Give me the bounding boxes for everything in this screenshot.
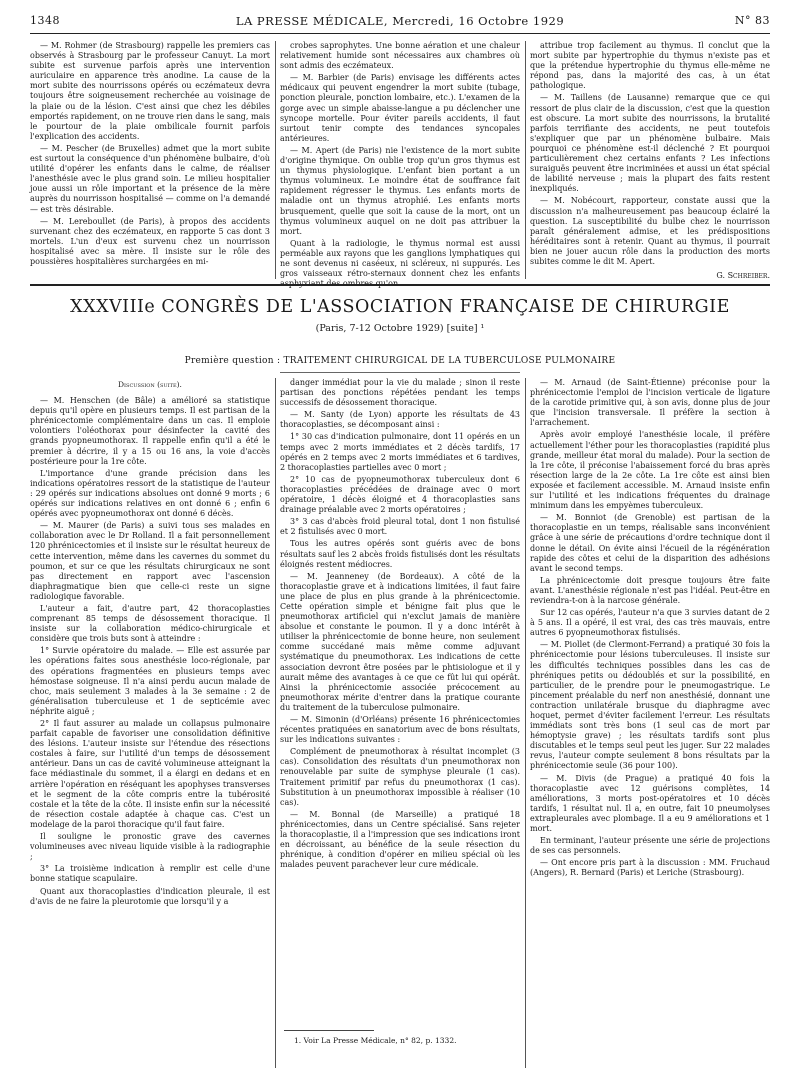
section-rule [30, 284, 770, 286]
paragraph: — M. Pescher (de Bruxelles) admet que la mort subite est surtout la conséquence d'un phénomène bulbaire, d'où utilité d'opérer les enfants dans le calme, de réaliser l'anesthésie avec le plus grand soin. Le milieu hospitalier joue aussi un rôle important et la présence de la mère auprès du nourrisson hospitalisé — comme on l'a demandé — est très désirable. [30, 143, 270, 214]
column-divider [275, 41, 276, 279]
header-rule [30, 33, 770, 34]
paragraph: En terminant, l'auteur présente une série de projections de ses cas personnels. [530, 836, 770, 856]
bottom-columns [30, 378, 770, 1068]
congress-subtitle: (Paris, 7-12 Octobre 1929) [suite] ¹ [315, 323, 485, 334]
paragraph: crobes saprophytes. Une bonne aération et une chaleur relativement humide sont nécessaires aux chambres où sont admis des eczémateux. [280, 41, 520, 71]
paragraph: — M. Barbier (de Paris) envisage les différents actes médicaux qui peuvent engendrer la mort subite (tubage, ponction pleurale, ponction lombaire, etc.). L'examen de la gorge avec un simple abaisse-langue a pu déclencher une syncope mortelle. Pour éviter pareils accidents, il faut surtout tenir compte des tendances syncopales antérieures. [280, 73, 520, 143]
paragraph: L'auteur a fait, d'autre part, 42 thoracoplasties comprenant 85 temps de désossement thoracique. Il insiste sur la collaboration médico-chirurgicale et considère que trois buts sont à atteindre : [30, 603, 270, 644]
column-divider [525, 378, 526, 1068]
paragraph: — M. Simonin (d'Orléans) présente 16 phrénicectomies récentes pratiquées en sanatorium avec de bons résultats, sur les indications suivantes : [280, 715, 520, 745]
paragraph: 2° 10 cas de pyopneumothorax tuberculeux dont 6 thoracoplasties précédées de drainage avec 0 mort opératoire, 1 décès éloigné et 4 thoracoplasties sans drainage préalable avec 2 morts opératoires ; [280, 474, 520, 515]
paragraph: — M. Rohmer (de Strasbourg) rappelle les premiers cas observés à Strasbourg par le professeur Canuyt. La mort subite est survenue parfois après une intervention auriculaire en apparence très anodine. La cause de la mort subite des nourrissons opérés ou eczémateux devra toujours être soigneusement recherchée au voisinage de la plaie ou de la lésion. C'est ainsi que chez les débiles emportés rapidement, on ne trouve rien dans le sang, mais le pourtour de la plaie ombilicale fournit parfois l'explication des accidents. [30, 41, 270, 141]
paragraph: — M. Bonniot (de Grenoble) est partisan de la thoracoplastie en un temps, réalisable sans inconvénient grâce à une série de précautions d'ordre technique dont il donne le détail. On évite ainsi l'écueil de la régénération rapide des côtes et celui de la disparition des adhésions avant le second temps. [530, 513, 770, 573]
top-column-2 [280, 41, 520, 289]
paragraph: La phrénicectomie doit presque toujours être faite avant. L'anesthésie régionale n'est pas l'idéal. Peut-être en reviendra-t-on à la narcose générale. [530, 575, 770, 605]
question-heading: Première question : TRAITEMENT CHIRURGICAL DE LA TUBERCULOSE PULMONAIRE [184, 356, 616, 366]
paragraph: 1° Survie opératoire du malade. — Elle est assurée par les opérations faites sous anesthésie loco-régionale, par des opérations fragmentées en plusieurs temps avec hémostase soigneuse. Il n'a ainsi perdu aucun malade de choc, mais seulement 3 malades à la 3e semaine : 2 de généralisation tuberculeuse et 1 de septicémie avec néphrite aiguë ; [30, 646, 270, 716]
paragraph: — Ont encore pris part à la discussion : MM. Fruchaud (Angers), R. Bernard (Paris) et Leriche (Strasbourg). [530, 858, 770, 878]
paragraph: — M. Bonnal (de Marseille) a pratiqué 18 phrénicectomies, dans un Centre spécialisé. Sans rejeter la thoracoplastie, il a l'impression que ses indications iront en décroissant, au bénéfice de la seule résection du phrénique, à condition d'opérer en milieu spécial où les malades peuvent parachever leur cure médicale. [280, 809, 520, 870]
paragraph: danger immédiat pour la vie du malade ; sinon il reste partisan des ponctions répétées pendant les temps successifs de désossement thoracique. [280, 378, 520, 408]
footnote-rule [284, 1030, 374, 1031]
paragraph: 2° Il faut assurer au malade un collapsus pulmonaire parfait capable de favoriser une consolidation définitive des lésions. L'auteur insiste sur l'étendue des résections costales à faire, sur l'utilité d'un temps de désossement antérieur. Dans un cas de cavité volumineuse atteignant la face médiastinale du sommet, il a élargi en dedans et en arrière l'opération en réséquant les apophyses transverses et le segment de la côte compris entre la tubérosité costale et la tête de la côte. Il insiste enfin sur la nécessité de résection costale adaptée à chaque cas. C'est un modelage de la paroi thoracique qu'il faut faire. [30, 719, 270, 829]
paragraph: — M. Taillens (de Lausanne) remarque que ce qui ressort de plus clair de la discussion, c'est que la question est obscure. La mort subite des nourrissons, la brutalité parfois terrifiante des accidents, ne peut toutefois s'expliquer que par un phénomène bulbaire. Mais pourquoi ce phénomène est-il déclenché ? Et pourquoi particulièrement chez certains enfants ? Les infections suraiguës peuvent être incriminées et aussi un état spécial de labilité nerveuse ; mais la plupart des faits restent inexpliqués. [530, 93, 770, 194]
top-columns [30, 41, 770, 289]
paragraph: L'importance d'une grande précision dans les indications opératoires ressort de la statistique de l'auteur : 29 opérés sur indications absolues ont donné 9 morts ; 6 opérés sur indications relatives en ont donné 6 ; enfin 6 opérés avec pyopneumothorax ont donné 6 décès. [30, 468, 270, 519]
paragraph: — M. Nobécourt, rapporteur, constate aussi que la discussion n'a malheureusement pas beaucoup éclairé la question. La susceptibilité du bulbe chez le nourrisson paraît généralement admise, et les prédispositions héréditaires sont à retenir. Quant au thymus, il pourrait bien ne jouer aucun rôle dans la production des morts subites comme le dit M. Apert. [530, 196, 770, 266]
issue-number: N° 83 [734, 14, 770, 27]
page-number: 1348 [30, 14, 60, 27]
column-divider [275, 378, 276, 1068]
bottom-column-3 [530, 378, 770, 1068]
paragraph: Complément de pneumothorax à résultat incomplet (3 cas). Consolidation des résultats d'un pneumothorax non renouvelable par suite de symphyse pleurale (1 cas). Traitement primitif par refus du pneumothorax (1 cas). Substitution à un pneumothorax impossible à réaliser (10 cas). [280, 747, 520, 807]
bottom-column-1 [30, 378, 270, 1068]
discussion-heading: Discussion (suite). [118, 380, 182, 389]
paragraph: Quant à la radiologie, le thymus normal est aussi perméable aux rayons que les ganglions lymphatiques qui ne sont devenus ni caséeux, ni scléreux, ni suppurés. Les gros vaisseaux rétro-sternaux donnent chez les enfants asphyxiant des ombres qu'on [280, 238, 520, 289]
paragraph: — M. Apert (de Paris) nie l'existence de la mort subite d'origine thymique. On oublie trop qu'un gros thymus est un thymus physiologique. L'enfant bien portant a un thymus volumineux. Le moindre état de souffrance fait rapidement régresser le thymus. Les enfants morts de maladie ont un thymus atrophié. Les enfants morts brusquement, quelle que soit la cause de la mort, ont un thymus volumineux auquel on ne doit pas attribuer la mort. [280, 145, 520, 236]
paragraph: Tous les autres opérés sont guéris avec de bons résultats sauf les 2 abcès froids fistulisés dont les résultats éloignés restent médiocres. [280, 539, 520, 569]
column-divider [525, 41, 526, 279]
paragraph: 3° La troisième indication à remplir est celle d'une bonne statique scapulaire. [30, 864, 270, 884]
paragraph: — M. Jeanneney (de Bordeaux). A côté de la thoracoplastie grave et à indications limitées, il faut faire une place de plus en plus grande à la phrénicectomie. Cette opération simple et bénigne fait plus que le pneumothorax artificiel qui n'exclut jamais de manière absolue et constante le poumon. Il y a donc intérêt à utiliser la phrénicectomie de bonne heure, non seulement comme succédané mais même comme adjuvant systématique du pneumothorax. Les indications de cette association devront être posées par le phtisiologue et il y aurait même des avantages à ce que ce fût lui qui opérât. Ainsi la phrénicectomie associée précocement au pneumothorax mérite d'entrer dans la pratique courante du traitement de la tuberculose pulmonaire. [280, 571, 520, 712]
paragraph: Quant aux thoracoplasties d'indication pleurale, il est d'avis de ne faire la pleurotomie que lorsqu'il y a [30, 886, 270, 906]
paragraph: — M. Maurer (de Paris) a suivi tous ses malades en collaboration avec le Dr Rolland. Il a fait personnellement 120 phrénicectomies et il insiste sur le résultat heureux de cette intervention, même dans les cavernes du sommet du poumon, et sur ce que les résultats chirurgicaux ne sont pas directement en rapport avec l'ascension diaphragmatique bien que celle-ci reste un signe radiologique favorable. [30, 521, 270, 601]
paragraph: Sur 12 cas opérés, l'auteur n'a que 3 survies datant de 2 à 5 ans. Il a opéré, il est vrai, des cas très mauvais, entre autres 6 pyopneumothorax fistulisés. [530, 608, 770, 638]
journal-title: LA PRESSE MÉDICALE, Mercredi, 16 Octobre 1929 [235, 14, 565, 28]
congress-title: XXXVIIIe CONGRÈS DE L'ASSOCIATION FRANÇAISE DE CHIRURGIE [70, 297, 730, 317]
paragraph: Il souligne le pronostic grave des cavernes volumineuses avec niveau liquide visible à la radiographie ; [30, 832, 270, 862]
paragraph: — M. Henschen (de Bâle) a amélioré sa statistique depuis qu'il opère en plusieurs temps. Il est partisan de la phrénicectomie complémentaire dans un cas. Il emploie volontiers l'oléothorax pour désinfecter la cavité des grands pyopneumothorax. Il rappelle enfin qu'il a été le premier à décrire, il y a 15 ou 16 ans, la voie d'accès postérieure pour la 1re côte. [30, 396, 270, 466]
page-header [30, 14, 770, 30]
paragraph: — M. Arnaud (de Saint-Étienne) préconise pour la phrénicectomie l'emploi de l'incision verticale de ligature de la carotide primitive qui, à son avis, donne plus de jour que l'incision transversale. Il préfère la section à l'arrachement. [530, 378, 770, 428]
footnote-block [284, 1036, 520, 1050]
footnote: 1. Voir La Presse Médicale, n° 82, p. 1332. [294, 1036, 457, 1045]
paragraph: — M. Piollet (de Clermont-Ferrand) a pratiqué 30 fois la phrénicectomie pour lésions tuberculeuses. Il insiste sur les difficultés techniques possibles dans les cas de phréniques petits ou dédoublés et sur la possibilité, en particulier, de le prendre pour le pneumogastrique. Le pincement préalable du nerf non anesthésié, donnant une contraction unilatérale brusque du diaphragme avec hoquet, permet d'éviter facilement l'erreur. Les résultats immédiats sont très bons (1 seul cas de mort par hémoptysie grave) ; les résultats tardifs sont plus discutables et le temps seul peut les juger. Sur 22 malades revus, l'auteur compte seulement 8 bons résultats par la phrénicectomie seule (36 pour 100). [530, 640, 770, 771]
top-column-3 [530, 41, 770, 279]
bottom-column-2 [280, 378, 520, 1068]
paragraph: — M. Lereboullet (de Paris), à propos des accidents survenant chez des eczémateux, en rapporte 5 cas dont 3 mortels. L'un d'eux est survenu chez un nourrisson hospitalisé avec sa mère. Il insiste sur le rôle des poussières hospitalières surchargées en mi- [30, 216, 270, 266]
top-column-1 [30, 41, 270, 279]
paragraph: attribue trop facilement au thymus. Il conclut que la mort subite par hypertrophie du thymus n'existe pas et que la prétendue hypertrophie du thymus elle-même ne répond pas, dans la majorité des cas, à un état pathologique. [530, 41, 770, 91]
paragraph: Après avoir employé l'anesthésie locale, il préfère actuellement l'éther pour les thoracoplasties (rapidité plus grande, meilleur état moral du malade). Pour la section de la 1re côte, il préconise l'abaissement forcé du bras après résection large de la 2e côte. La 1re côte est ainsi bien exposée et facilement accessible. M. Arnaud insiste enfin sur l'utilité et les indications fréquentes du drainage minimum dans les empyèmes tuberculeux. [530, 430, 770, 511]
paragraph: 3° 3 cas d'abcès froid pleural total, dont 1 non fistulisé et 2 fistulisés avec 0 mort. [280, 517, 520, 537]
paragraph: 1° 30 cas d'indication pulmonaire, dont 11 opérés en un temps avec 2 morts immédiates et 2 décès tardifs, 17 opérés en 2 temps avec 2 morts immédiates et 6 tardives, 2 thoracoplasties partielles avec 0 mort ; [280, 432, 520, 472]
paragraph: — M. Divis (de Prague) a pratiqué 40 fois la thoracoplastie avec 12 guérisons complètes, 14 améliorations, 3 morts post-opératoires et 10 décès tardifs, 1 résultat nul. Il a, en outre, fait 10 pneumolyses extrapleurales avec plombage. Il a eu 9 améliorations et 1 mort. [530, 773, 770, 834]
author-signature: G. Schreiber. [716, 271, 770, 281]
heading-rule [280, 372, 520, 373]
paragraph: — M. Santy (de Lyon) apporte les résultats de 43 thoracoplasties, se décomposant ainsi : [280, 410, 520, 430]
